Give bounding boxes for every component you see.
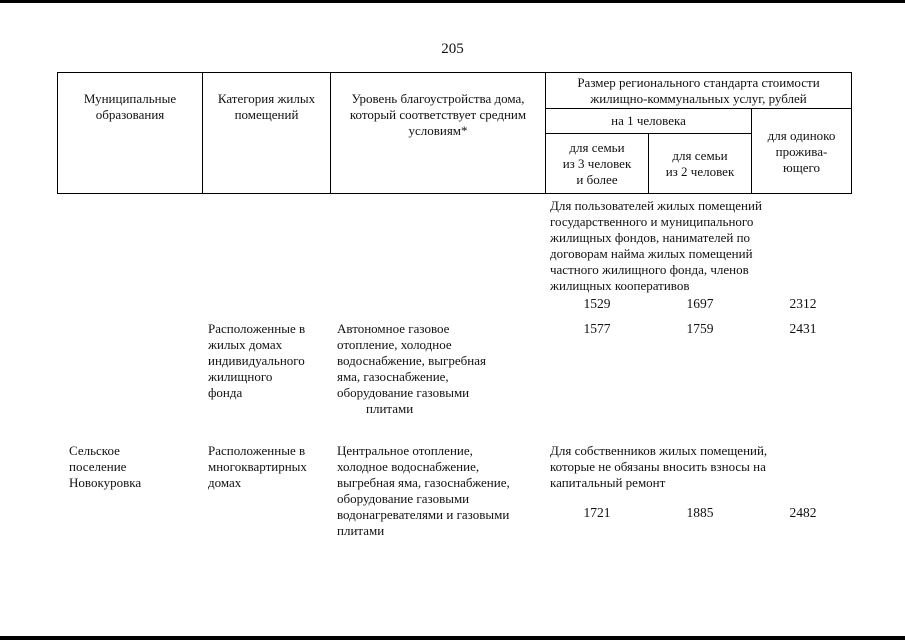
- scan-top-edge: [0, 0, 905, 3]
- level-cell: Центральное отопление, холодное водоснабжение, выгребная яма, газоснабжение, оборудование газовыми водонагревателями и газовыми плитами: [337, 443, 510, 538]
- category-cell: Расположенные в многоквартирных домах: [208, 443, 307, 490]
- header-category-text: Категория жилых помещений: [217, 91, 316, 122]
- municipal-cell: Сельское поселение Новокуровка: [69, 443, 142, 490]
- scan-bottom-edge: [0, 636, 905, 640]
- level-cell: Автономное газовое отопление, холодное водоснабжение, выгребная яма, газоснабжение, оборудование газовыми плитами: [337, 321, 486, 416]
- value-family3: 1529: [583, 296, 611, 311]
- note-owners-of-housing: Для собственников жилых помещений, которые не обязаны вносить взносы на капитальный ремонт: [550, 443, 768, 490]
- value-family3: 1577: [583, 321, 611, 336]
- value-family3: 1721: [583, 505, 611, 520]
- category-cell: Расположенные в жилых домах индивидуального жилищного фонда: [208, 321, 306, 400]
- header-municipal-text: Муниципальные образования: [83, 91, 177, 122]
- header-family2-text: для семьи из 2 человек: [665, 148, 735, 179]
- header-single-text: для одиноко прожива- ющего: [767, 128, 836, 175]
- header-size-text: Размер регионального стандарта стоимости жилищно-коммунальных услуг, рублей: [577, 75, 820, 106]
- header-per-person-text: на 1 человека: [611, 113, 686, 128]
- header-level-text: Уровень благоустройства дома, который соответствует средним условиям*: [349, 91, 527, 138]
- value-single: 2431: [789, 321, 817, 336]
- value-single: 2482: [789, 505, 817, 520]
- value-family2: 1885: [686, 505, 714, 520]
- header-family3-text: для семьи из 3 человек и более: [562, 140, 632, 187]
- page-number: 205: [441, 41, 464, 57]
- value-single: 2312: [789, 296, 817, 311]
- value-family2: 1759: [686, 321, 714, 336]
- value-family2: 1697: [686, 296, 714, 311]
- note-users-of-housing: Для пользователей жилых помещений государственного и муниципального жилищных фондов, нанимателей по договорам найма жилых помещений частного жилищного фонда, членов жилищных кооперативов: [550, 198, 762, 293]
